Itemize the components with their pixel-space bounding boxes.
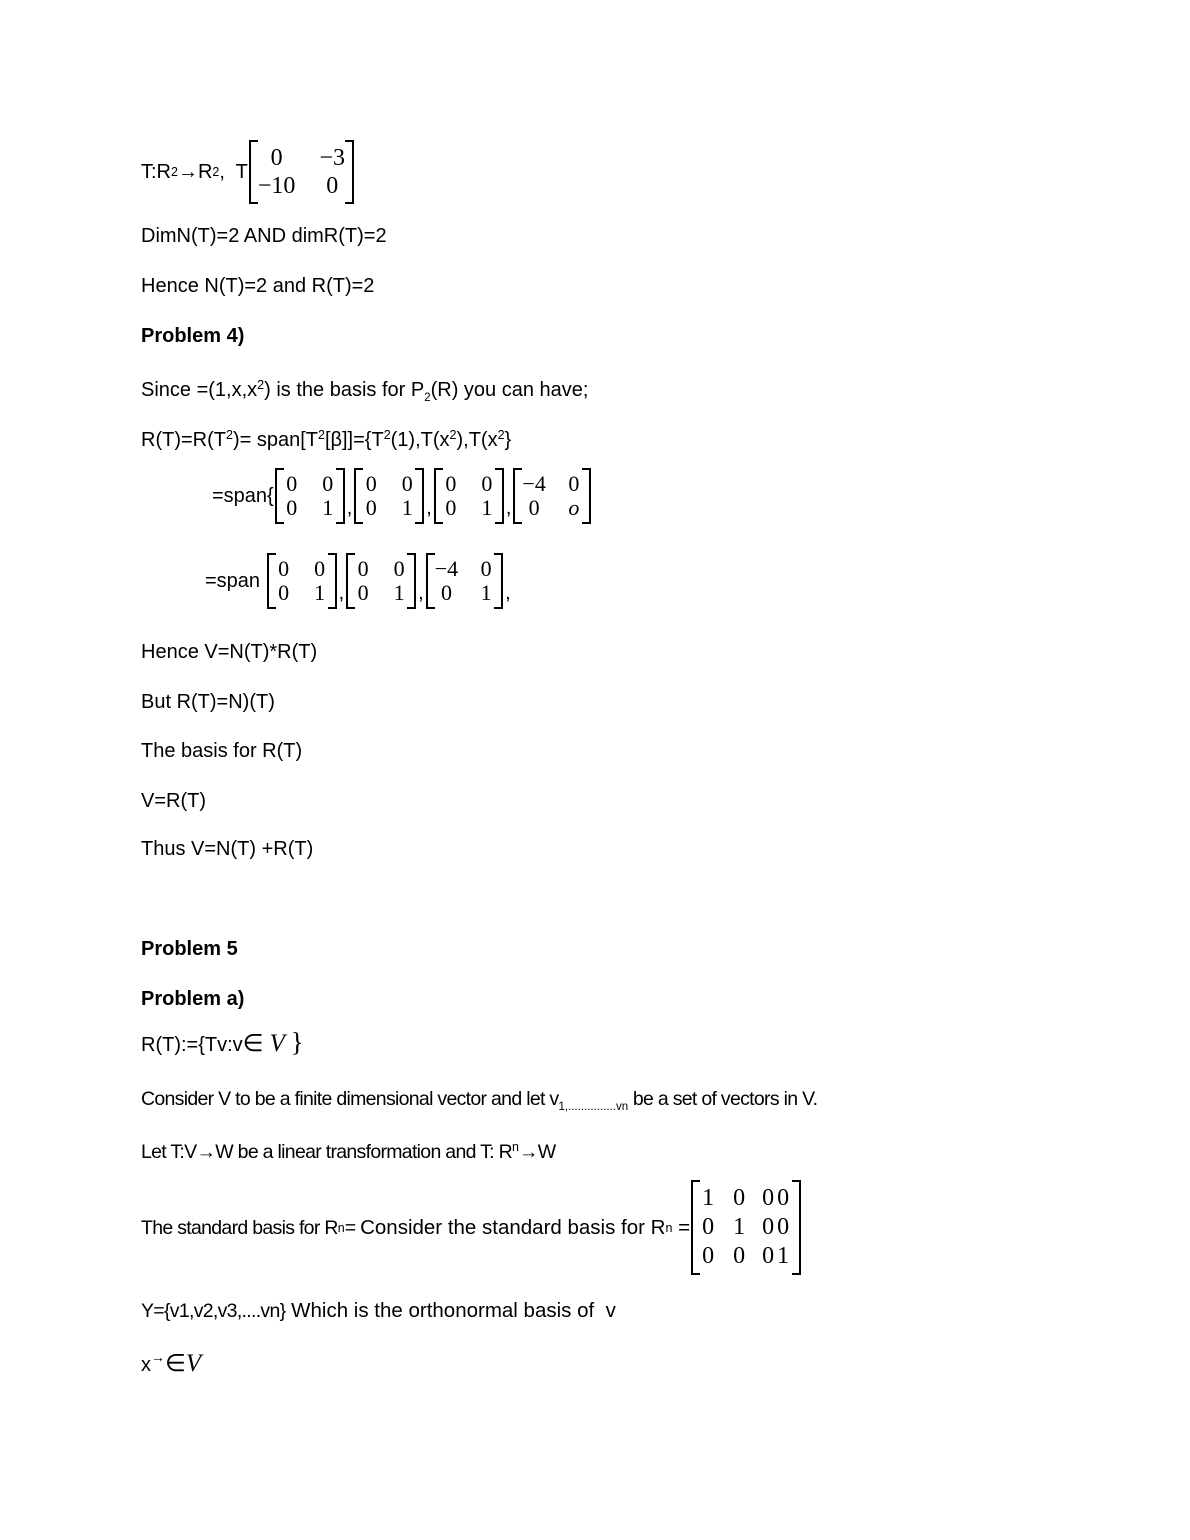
heading-problem-4: Problem 4) bbox=[141, 325, 245, 347]
text-run: The standard basis for R bbox=[141, 1216, 338, 1239]
text-run: →R bbox=[177, 161, 213, 183]
matrix-cell: 0 bbox=[445, 471, 457, 496]
superscript: n bbox=[665, 1220, 673, 1235]
separator-comma: , bbox=[505, 497, 512, 519]
line-span-matrices-1 bbox=[212, 468, 592, 524]
matrix-cell: 0 bbox=[365, 471, 377, 496]
superscript: 2 bbox=[225, 428, 233, 442]
line-standard-basis bbox=[141, 1180, 802, 1275]
superscript: n bbox=[337, 1220, 345, 1235]
subscript: 2 bbox=[424, 392, 431, 404]
text-run: = bbox=[344, 1216, 361, 1239]
matrix-identity bbox=[691, 1180, 801, 1275]
matrix-transform bbox=[249, 140, 354, 204]
superscript: 2 bbox=[449, 428, 457, 442]
text-run: [β]]={T bbox=[324, 429, 384, 451]
matrix-neg4-1 bbox=[426, 553, 503, 609]
superscript: 2 bbox=[171, 165, 178, 179]
matrix-cell: 1 bbox=[322, 495, 334, 520]
heading-problem-5: Problem 5 bbox=[141, 938, 238, 960]
matrix-0001 bbox=[434, 468, 504, 524]
matrix-cell: 0 bbox=[445, 495, 457, 520]
line-y-basis bbox=[141, 1299, 616, 1323]
matrix-cell: 0 bbox=[568, 471, 580, 496]
matrix-cell: 0 bbox=[357, 580, 369, 605]
matrix-cell: 0 bbox=[702, 1243, 715, 1269]
line-transform-definition bbox=[141, 140, 355, 204]
matrix-cell: 0 bbox=[733, 1185, 746, 1211]
text-run: Consider V to be a finite dimensional vector and let v bbox=[141, 1088, 559, 1110]
superscript: 2 bbox=[383, 428, 391, 442]
matrix-cell: 1 bbox=[314, 580, 326, 605]
text-run: Let T:V→W be a linear transformation and T: R bbox=[141, 1141, 512, 1163]
line-thus-v: Thus V=N(T) +R(T) bbox=[141, 838, 314, 860]
matrix-cell: 1 bbox=[401, 495, 413, 520]
matrix-cell: o bbox=[568, 495, 580, 520]
matrix-0001 bbox=[354, 468, 424, 524]
line-let-t bbox=[141, 1135, 555, 1164]
matrix-cell: 0 bbox=[286, 471, 298, 496]
superscript: 2 bbox=[317, 428, 325, 442]
matrix-cell: 1 bbox=[481, 495, 493, 520]
matrix-cell: 00 bbox=[762, 1185, 793, 1211]
matrix-0001 bbox=[267, 553, 337, 609]
closing-brace: } bbox=[290, 1027, 304, 1057]
matrix-cell: 0 bbox=[314, 556, 326, 581]
matrix-cell: 1 bbox=[393, 580, 405, 605]
superscript: n bbox=[511, 1140, 519, 1154]
text-run: )= span[T bbox=[232, 429, 318, 451]
matrix-cell: −3 bbox=[319, 145, 345, 171]
line-v-equals-rt: V=R(T) bbox=[141, 790, 206, 812]
line-hence-v: Hence V=N(T)*R(T) bbox=[141, 641, 318, 663]
matrix-cell: 0 bbox=[528, 495, 540, 520]
subscript: 1,...............vn bbox=[558, 1101, 629, 1113]
element-of-symbol: ∈ bbox=[165, 1351, 186, 1377]
separator-comma: , bbox=[505, 582, 511, 604]
line-rt-definition bbox=[141, 1027, 304, 1057]
matrix-cell: 1 bbox=[702, 1185, 715, 1211]
matrix-0001 bbox=[275, 468, 345, 524]
matrix-0001 bbox=[346, 553, 416, 609]
matrix-cell: 01 bbox=[762, 1243, 793, 1269]
text-run: R(T)=R(T bbox=[141, 429, 226, 451]
line-but-rt: But R(T)=N)(T) bbox=[141, 691, 275, 713]
matrix-cell: 00 bbox=[762, 1214, 793, 1240]
matrix-cell: 0 bbox=[326, 173, 339, 199]
vector-arrow-icon: → bbox=[151, 1349, 165, 1365]
line-basis-statement bbox=[141, 373, 588, 410]
vector-space-v: V bbox=[185, 1350, 202, 1377]
text-run: = bbox=[672, 1215, 691, 1239]
text-run: Since =(1,x,x bbox=[141, 379, 258, 401]
matrix-cell: −4 bbox=[522, 471, 546, 496]
matrix-cell: 0 bbox=[286, 495, 298, 520]
text-run: Y={v1,v2,v3,....vn} bbox=[141, 1300, 286, 1322]
text-run: be a set of vectors in V. bbox=[628, 1088, 818, 1110]
separator-comma: , bbox=[418, 582, 424, 604]
text-run: =span{ bbox=[212, 485, 274, 507]
matrix-cell: 0 bbox=[270, 145, 283, 171]
matrix-cell: 0 bbox=[481, 471, 493, 496]
matrix-cell: 0 bbox=[357, 556, 369, 581]
text-run: T:R bbox=[141, 161, 171, 183]
superscript: 2 bbox=[257, 378, 265, 392]
heading-problem-a: Problem a) bbox=[141, 988, 245, 1010]
matrix-cell: 0 bbox=[322, 471, 334, 496]
matrix-cell: 0 bbox=[440, 580, 452, 605]
matrix-cell: 0 bbox=[278, 556, 290, 581]
superscript: 2 bbox=[497, 428, 505, 442]
matrix-cell: −4 bbox=[434, 556, 459, 581]
text-run: , T bbox=[219, 161, 248, 183]
line-hence-statement: Hence N(T)=2 and R(T)=2 bbox=[141, 275, 375, 297]
separator-comma: , bbox=[426, 497, 432, 519]
text-run: Which is the orthonormal basis of v bbox=[285, 1299, 616, 1322]
line-basis-for-rt: The basis for R(T) bbox=[141, 740, 303, 762]
text-run: ),T(x bbox=[456, 429, 498, 451]
text-run: R(T):={Tv:v bbox=[141, 1034, 243, 1056]
matrix-cell: 0 bbox=[393, 556, 405, 581]
text-run: =span bbox=[205, 570, 266, 592]
superscript: 2 bbox=[212, 165, 220, 179]
text-run: →W bbox=[518, 1141, 556, 1163]
matrix-cell: 0 bbox=[365, 495, 377, 520]
text-run: x bbox=[141, 1354, 151, 1376]
line-dim-statement: DimN(T)=2 AND dimR(T)=2 bbox=[141, 225, 387, 247]
line-x-in-v bbox=[141, 1345, 201, 1377]
text-run: (R) you can have; bbox=[430, 379, 589, 401]
text-run: } bbox=[504, 429, 512, 451]
line-span-matrices-2 bbox=[205, 553, 512, 609]
text-run: (1),T(x bbox=[390, 429, 450, 451]
matrix-cell: −10 bbox=[257, 173, 296, 199]
matrix-cell: 0 bbox=[480, 556, 492, 581]
matrix-cell: 0 bbox=[401, 471, 413, 496]
matrix-neg4-o bbox=[513, 468, 590, 524]
line-range-span bbox=[141, 423, 511, 452]
vector-space-v: V bbox=[269, 1030, 291, 1057]
matrix-cell: 0 bbox=[733, 1243, 746, 1269]
text-run: ) is the basis for P bbox=[264, 379, 425, 401]
separator-comma: , bbox=[338, 582, 345, 604]
matrix-cell: 0 bbox=[702, 1214, 715, 1240]
matrix-cell: 0 bbox=[278, 580, 290, 605]
matrix-cell: 1 bbox=[480, 580, 492, 605]
separator-comma: , bbox=[346, 497, 353, 519]
line-consider-v bbox=[141, 1087, 817, 1119]
element-of-symbol: ∈ bbox=[242, 1031, 270, 1057]
matrix-cell: 1 bbox=[733, 1214, 746, 1240]
text-run: Consider the standard basis for R bbox=[360, 1215, 666, 1239]
